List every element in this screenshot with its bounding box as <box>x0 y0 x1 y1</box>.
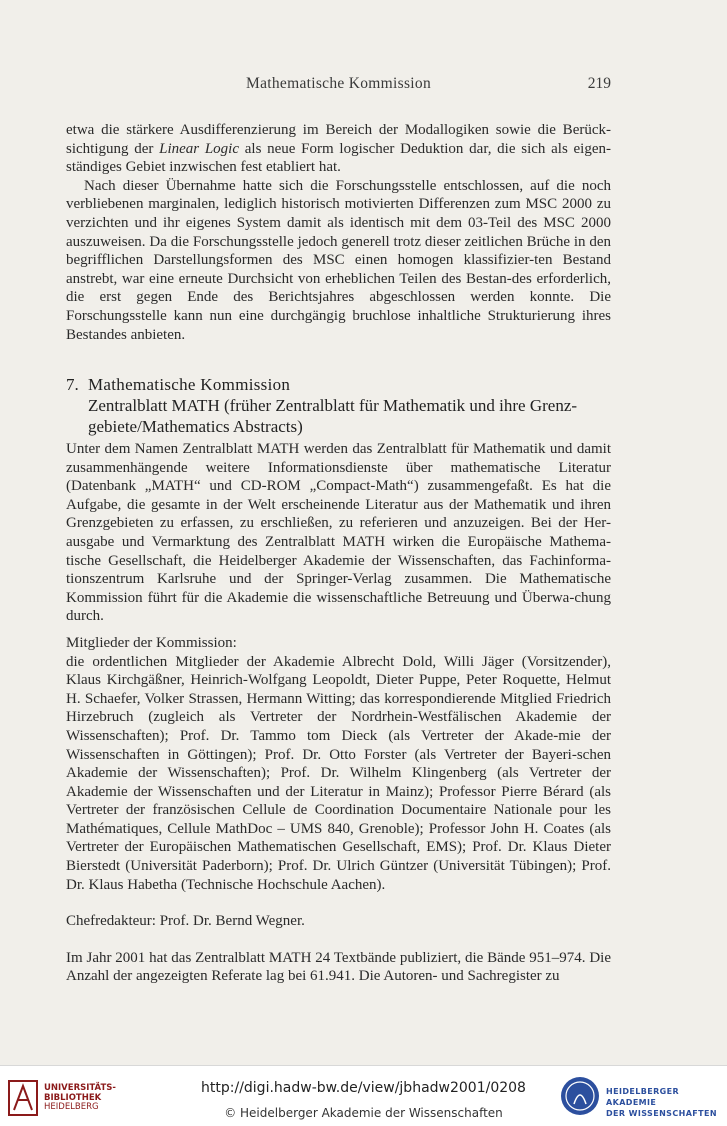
hadw-emblem-icon <box>560 1076 600 1116</box>
page-number: 219 <box>587 75 611 92</box>
intro-paragraph-2: Nach dieser Übernahme hatte sich die Forschungsstelle entschlossen, auf die noch verbliebenen marginalen, lediglich historisch motivierten Differenzen zum MSC 2000 zu verzichten und ihr eigenes System damit als identisch mit dem 03-Teil des MSC 2000 auszuweisen. Da die Forschungsstelle jedoch generell trotz dieser zeitlichen Brüche in den begrifflichen Darstellungsformen des MSC einen homogen klassifizier-ten Bestand anstrebt, war eine erneute Durchsicht von erheblichen Teilen des Bestan-des erforderlich, die erst gegen Ende des Berichtsjahres abgeschlossen werden konnte. Die Forschungsstelle kann nun eine durchgängig bruchlose inhaltliche Strukturierung ihres Bestandes anbieten. <box>66 177 611 343</box>
ub-logo-text: UNIVERSITÄTS- BIBLIOTHEK HEIDELBERG <box>44 1083 116 1112</box>
body-paragraph-last: Im Jahr 2001 hat das Zentralblatt MATH 24 Textbände publiziert, die Bände 951–974. Die Anzahl der angezeigten Referate lag bei 61.941. Die Autoren- und Sachregister zu <box>66 949 611 985</box>
running-head-title: Mathematische Kommission <box>246 75 431 92</box>
intro-paragraph-1 <box>66 121 611 177</box>
section-subtitle: Zentralblatt MATH (früher Zentralblatt für Mathematik und ihre Grenz-gebiete/Mathematics Abstracts) <box>88 396 578 436</box>
linear-logic-term: Linear Logic <box>159 140 240 157</box>
hadw-logo-text: HEIDELBERGER AKADEMIE DER WISSENSCHAFTEN <box>606 1087 717 1118</box>
body-paragraph-1: Unter dem Namen Zentralblatt MATH werden das Zentralblatt für Mathematik und damit zusammenhängende weitere Informationsdienste über mathematische Literatur (Datenbank „MATH“ und CD-ROM „Compact-Math“) zusammengefaßt. Es hat die Aufgabe, die gesamte in der Welt erscheinende Literatur aus der Mathematik und ihren Grenzgebieten zu erfassen, zu erschließen, zu referieren und anzuzeigen. Bei der Her-ausgabe und Vermarktung des Zentralblatt MATH wirken die Europäische Mathema-tische Gesellschaft, die Heidelberger Akademie der Wissenschaften, das Fachinforma-tionszentrum Karlsruhe und der Springer-Verlag zusammen. Die Mathematische Kommission führt für die Akademie die wissenschaftliche Betreuung und Überwa-chung durch. <box>66 441 611 625</box>
document-url-link[interactable]: http://digi.hadw-bw.de/view/jbhadw2001/0208 <box>201 1080 526 1096</box>
intro-paragraph-1-end: als neue Form logischer Deduktion dar, die sich als eigen-ständiges Gebiet inzwischen fest etabliert hat. <box>66 140 611 176</box>
copyright-notice: © Heidelberger Akademie der Wissenschaften <box>224 1106 503 1120</box>
viewer-footer <box>0 1065 727 1126</box>
members-label: Mitglieder der Kommission: <box>66 634 237 651</box>
members-paragraph: die ordentlichen Mitglieder der Akademie Albrecht Dold, Willi Jäger (Vorsitzender), Klaus Kirchgäßner, Heinrich-Wolfgang Leopoldt, Dieter Puppe, Peter Roquette, Helmut H. Schaefer, Volker Strassen, Hermann Witting; das korrespondierende Mitglied Friedrich Hirzebruch (zugleich als Vertreter der Nordrhein-Westfälischen Akademie der Wissenschaften); Prof. Dr. Tammo tom Dieck (als Vertreter der Akade-mie der Wissenschaften in Göttingen); Prof. Dr. Otto Forster (als Vertreter der Bayeri-schen Akademie der Wissenschaften); Prof. Dr. Wilhelm Klingenberg (als Vertreter der Akademie der Wissenschaften und der Literatur in Mainz); Professor Pierre Bérard (als Vertreter der französischen Cellule de Coordination Documentaire Nationale pour les Mathématiques, Cellule MathDoc – UMS 840, Grenoble); Professor John H. Coates (als Vertreter der Europäischen Mathematischen Gesellschaft, EMS); Prof. Dr. Klaus Dieter Bierstedt (Universität Paderborn); Prof. Dr. Ulrich Güntzer (Universität Tübingen); Prof. Dr. Klaus Habetha (Technische Hochschule Aachen). <box>66 653 611 893</box>
editor-line: Chefredakteur: Prof. Dr. Bernd Wegner. <box>66 913 305 930</box>
section-heading <box>66 374 611 437</box>
intro-paragraph-1-start: etwa die stärkere Ausdifferenzierung im Bereich der Modallogiken sowie die Berück-sichtigung der <box>66 122 611 157</box>
section-number: 7. <box>66 375 79 394</box>
intro-text <box>66 121 611 344</box>
section-title: Mathematische Kommission <box>88 375 291 394</box>
hadw-logo[interactable] <box>560 1074 725 1120</box>
running-head <box>66 75 611 95</box>
body-text <box>66 440 611 986</box>
